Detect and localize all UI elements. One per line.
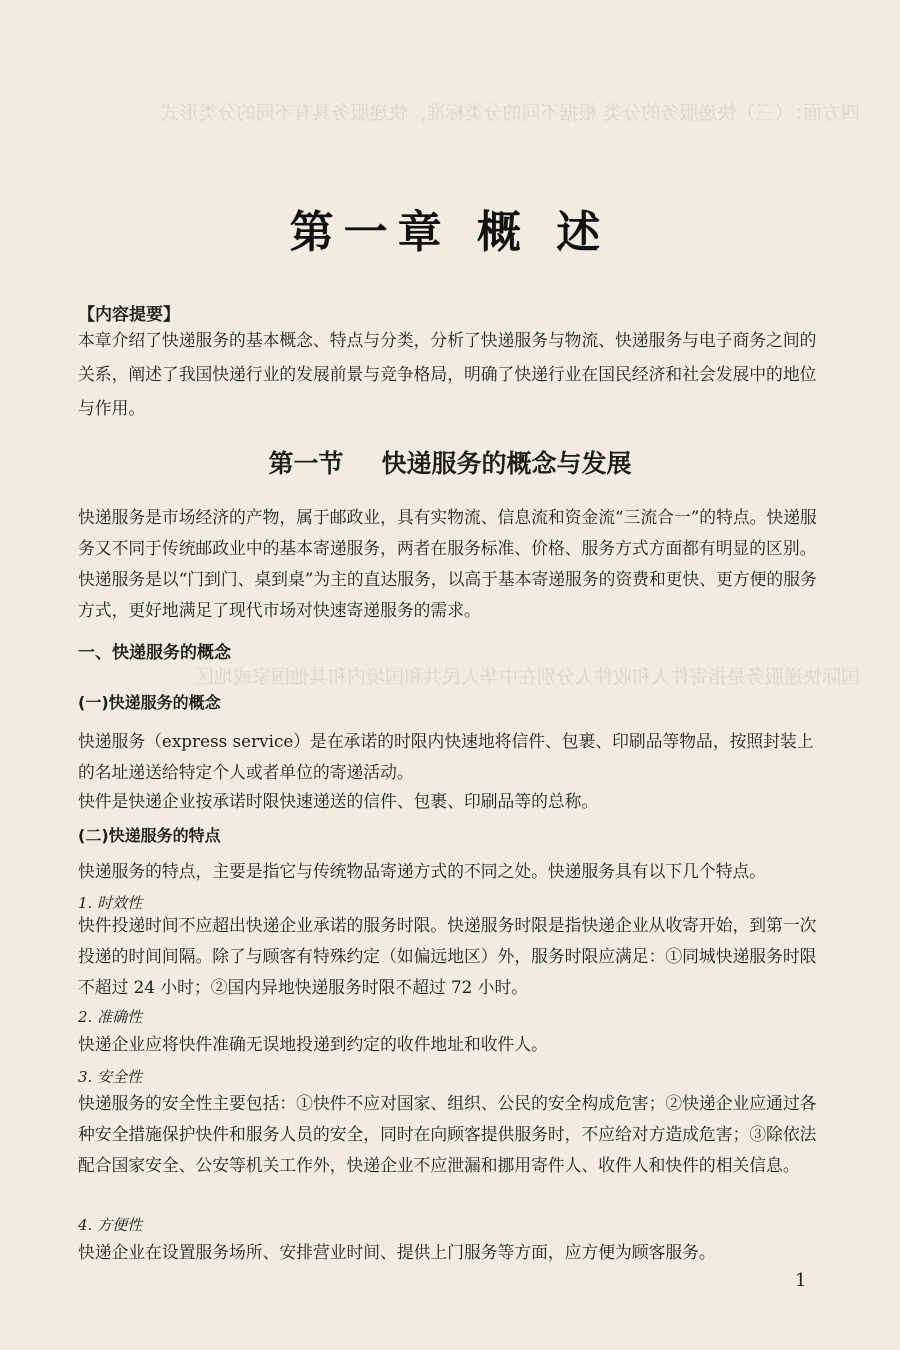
section-name: 快递服务的概念与发展 <box>381 449 632 478</box>
page-number: 1 <box>795 1270 807 1291</box>
part1-heading: 一、快递服务的概念 <box>78 643 231 663</box>
feature-title: 2. 准确性 <box>78 1008 143 1026</box>
summary-text: 本章介绍了快递服务的基本概念、特点与分类，分析了快递服务与物流、快递服务与电子商务之间的关系，阐述了我国快递行业的发展前景与竞争格局，明确了快递行业在国民经济和社会发展中的地位与作用。 <box>78 330 817 418</box>
feature-title: 3. 安全性 <box>78 1068 143 1086</box>
feature-title: 4. 方便性 <box>78 1216 143 1234</box>
sub2-intro: 快递服务的特点，主要是指它与传统物品寄递方式的不同之处。快递服务具有以下几个特点。 <box>78 861 767 881</box>
feature-title: 1. 时效性 <box>78 894 143 912</box>
intro-paragraph: 快递服务是市场经济的产物，属于邮政业，具有实物流、信息流和资金流“三流合一”的特点。快递服务又不同于传统邮政业中的基本寄递服务，两者在服务标准、价格、服务方式方面都有明显的区别。快递服务是以“门到门、桌到桌”为主的直达服务，以高于基本寄递服务的资费和更快、更方便的服务方式，更好地满足了现代市场对快速寄递服务的需求。 <box>78 507 817 620</box>
show-through-decoration: 四方面：（三）快递服务的分类 根据不同的分类标准，快递服务具有不同的分类形式 <box>160 102 860 124</box>
feature-text: 快递企业应将快件准确无误地投递到约定的收件地址和收件人。 <box>78 1034 548 1054</box>
sub1-paragraph-2: 快件是快递企业按承诺时限快速递送的信件、包裹、印刷品等的总称。 <box>78 791 599 811</box>
section-title <box>0 444 900 480</box>
show-through-decoration: 国际快递服务是指寄件人和收件人分别在中华人民共和国境内和其他国家或地区 <box>194 666 860 688</box>
summary-label: 【内容提要】 <box>78 305 180 325</box>
sub1-paragraph-1: 快递服务（express service）是在承诺的时限内快速地将信件、包裹、印刷品等物品，按照封装上的名址递送给特定个人或者单位的寄递活动。 <box>78 731 814 782</box>
sub2-heading: (二)快递服务的特点 <box>78 826 221 845</box>
sub1-heading: (一)快递服务的概念 <box>78 693 221 712</box>
section-number: 第一节 <box>268 449 344 478</box>
chapter-title: 第一章 概 述 <box>289 207 611 258</box>
feature-text: 快递服务的安全性主要包括：①快件不应对国家、组织、公民的安全构成危害；②快递企业应通过各种安全措施保护快件和服务人员的安全，同时在向顾客提供服务时，不应给对方造成危害；③除依法配合国家安全、公安等机关工作外，快递企业不应泄漏和挪用寄件人、收件人和快件的相关信息。 <box>78 1093 817 1175</box>
feature-text: 快件投递时间不应超出快递企业承诺的服务时限。快递服务时限是指快递企业从收寄开始，到第一次投递的时间间隔。除了与顾客有特殊约定（如偏远地区）外，服务时限应满足：①同城快递服务时限不超过 24 小时；②国内异地快递服务时限不超过 72 小时。 <box>78 915 817 997</box>
feature-text: 快递企业在设置服务场所、安排营业时间、提供上门服务等方面，应方便为顾客服务。 <box>78 1242 716 1262</box>
